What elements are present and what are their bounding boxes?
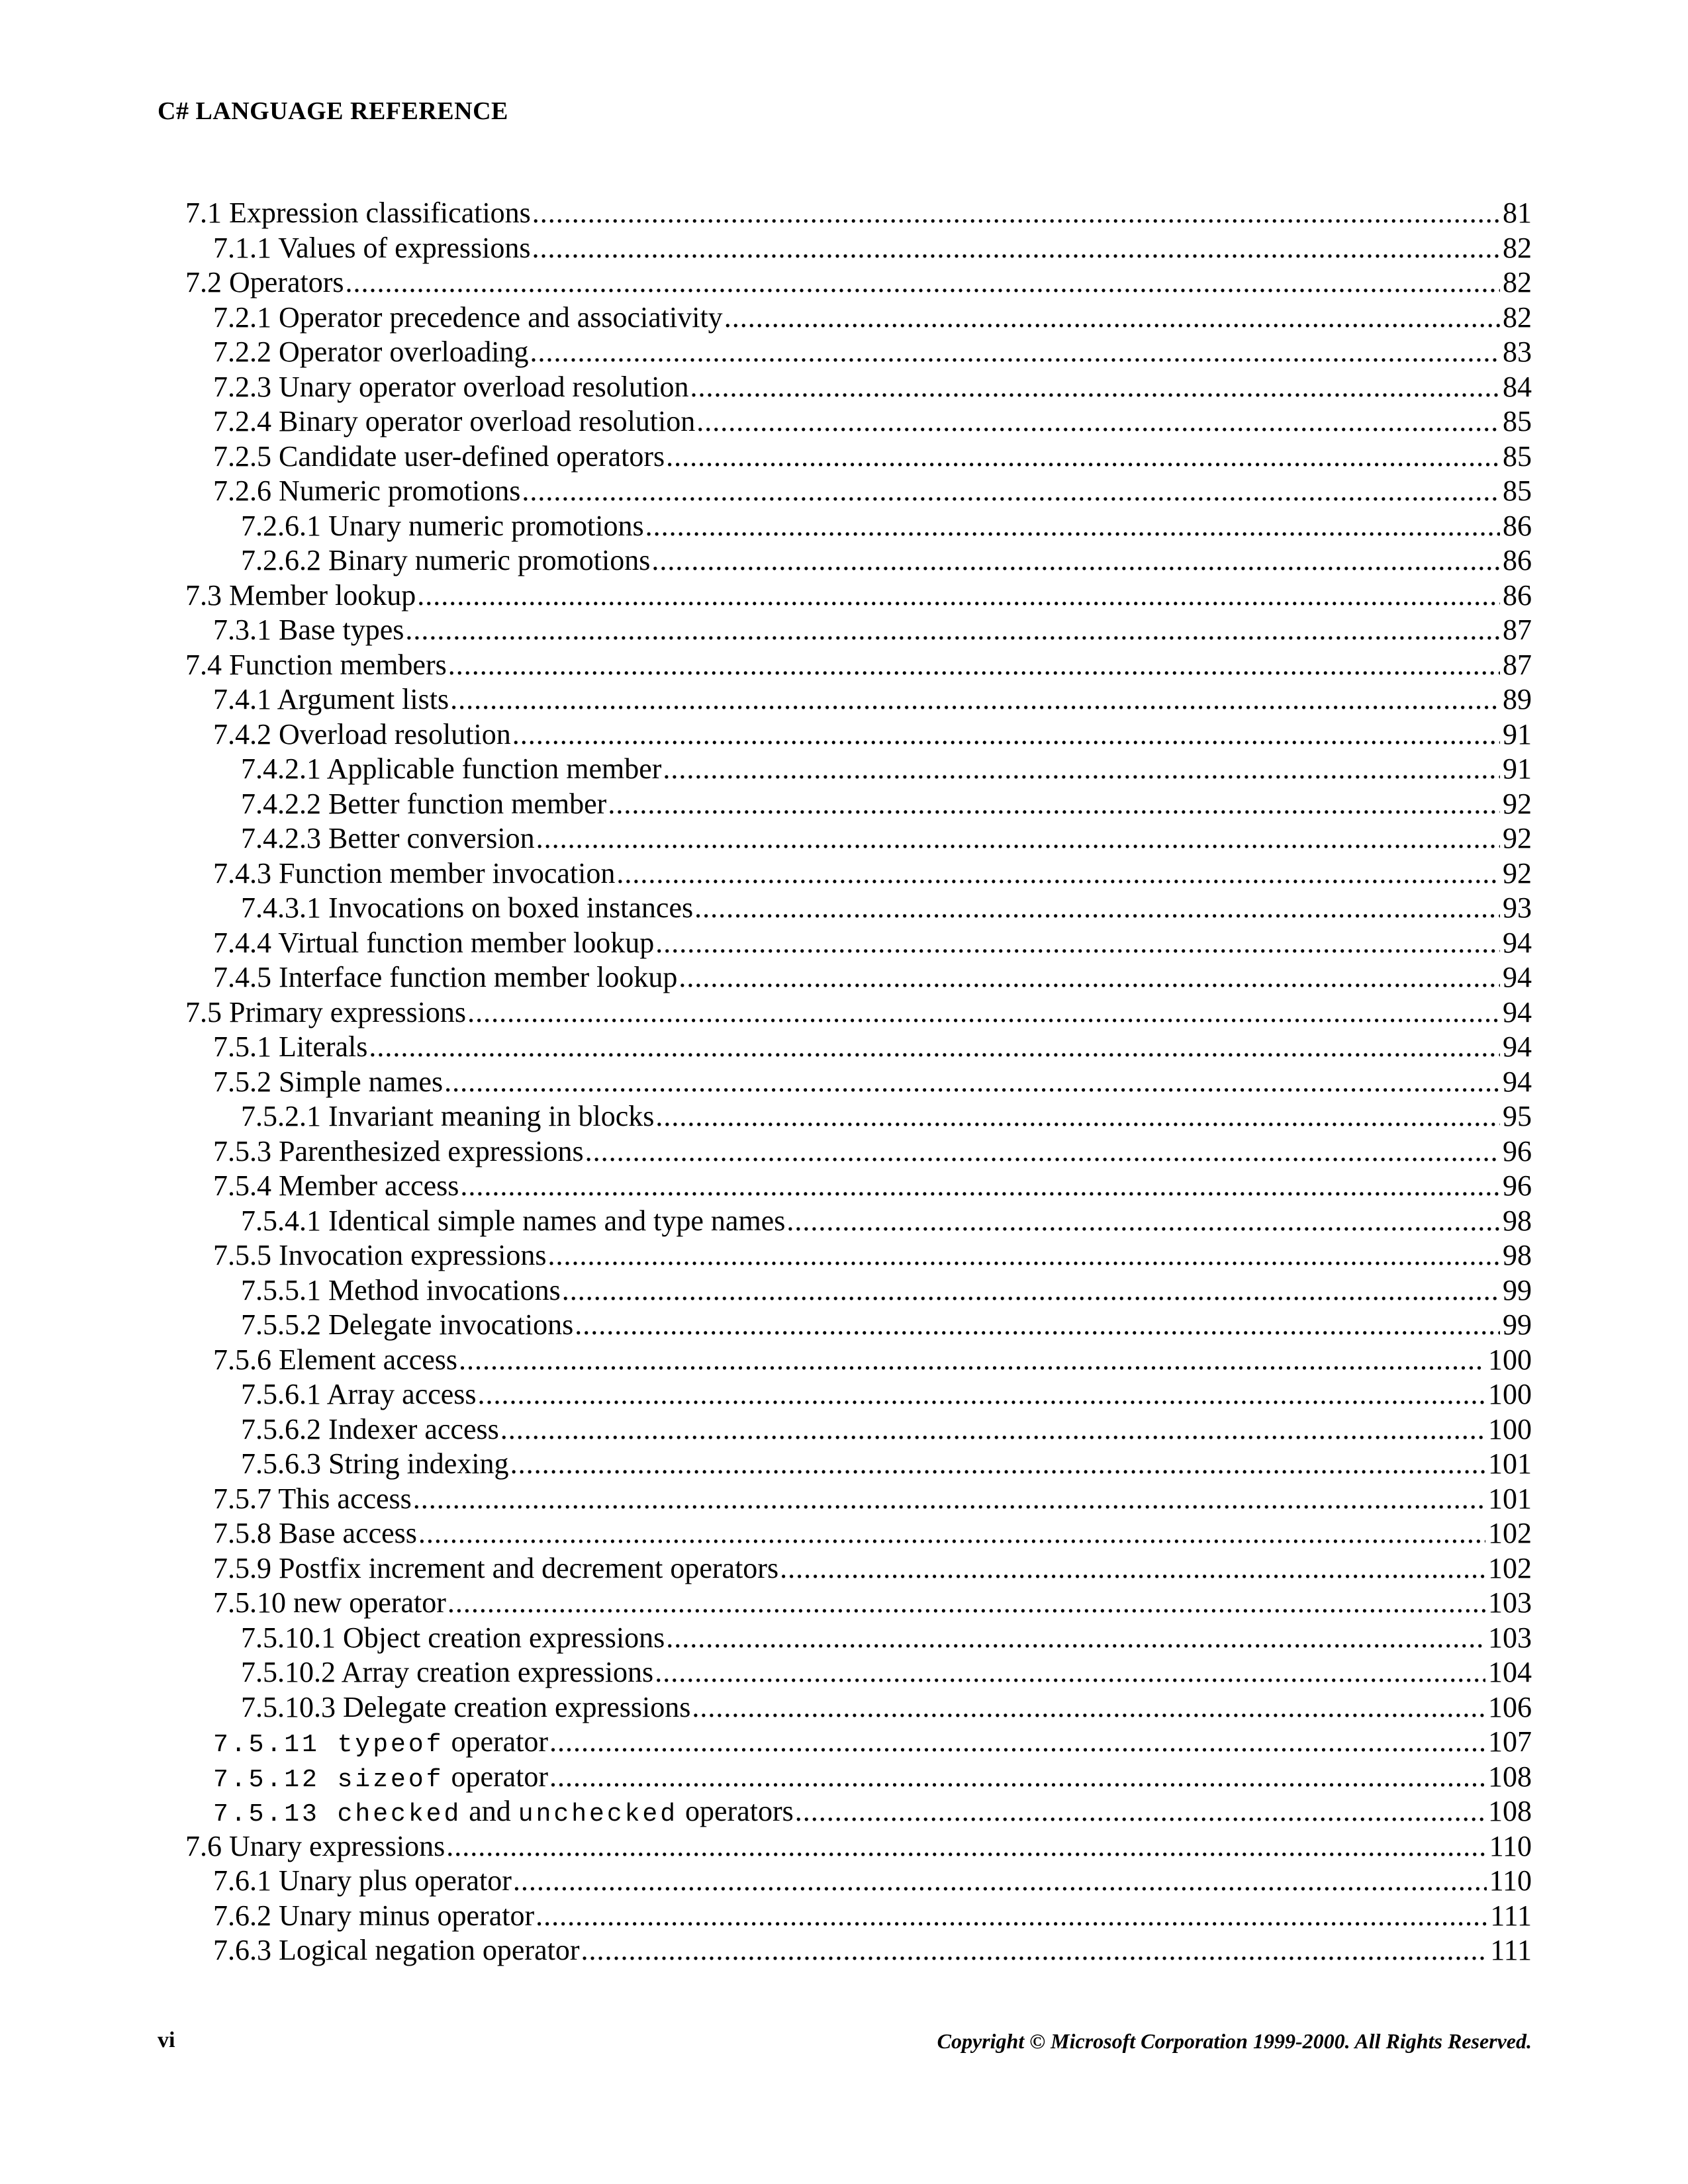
toc-entry[interactable] (185, 1864, 1532, 1899)
toc-entry[interactable] (185, 231, 1532, 266)
dot-leader (447, 1586, 1485, 1621)
toc-entry[interactable] (185, 1065, 1532, 1100)
dot-leader (795, 1794, 1485, 1829)
toc-entry-page: 85 (1503, 475, 1532, 507)
page-number: vi (158, 2028, 175, 2052)
toc-entry-page: 103 (1488, 1586, 1532, 1619)
toc-entry-text: operator (444, 1760, 549, 1793)
toc-entry[interactable] (185, 439, 1532, 475)
toc-entry[interactable] (185, 1516, 1532, 1551)
toc-entry-page: 100 (1488, 1343, 1532, 1376)
dot-leader (694, 891, 1500, 926)
toc-entry-page: 86 (1503, 544, 1532, 576)
toc-entry-title: 7.3.1 Base types (213, 614, 404, 646)
dot-leader (696, 404, 1500, 439)
toc-entry-page: 82 (1503, 231, 1532, 264)
toc-entry-page: 102 (1488, 1551, 1532, 1584)
dot-leader (581, 1933, 1487, 1968)
toc-entry-page: 83 (1503, 336, 1532, 368)
toc-entry[interactable] (185, 1099, 1532, 1134)
toc-entry[interactable] (185, 1482, 1532, 1517)
toc-entry-page: 82 (1503, 300, 1532, 334)
toc-entry-page: 94 (1503, 926, 1532, 959)
toc-entry[interactable] (185, 543, 1532, 578)
toc-entry-page: 85 (1503, 439, 1532, 473)
toc-entry-page: 86 (1503, 509, 1532, 542)
dot-leader (459, 1343, 1485, 1378)
toc-entry-title: 7.5.1 Literals (213, 1030, 368, 1063)
toc-entry[interactable] (185, 1412, 1532, 1447)
table-of-contents (185, 196, 1532, 1968)
toc-entry-page: 110 (1489, 1864, 1532, 1897)
toc-entry-page: 93 (1503, 891, 1532, 924)
toc-entry-page: 108 (1488, 1795, 1532, 1827)
toc-entry-title: 7.5.10.1 Object creation expressions (241, 1621, 665, 1654)
dot-leader (547, 1238, 1500, 1273)
toc-entry-page: 106 (1488, 1690, 1532, 1723)
dot-leader (413, 1482, 1485, 1517)
dot-leader (536, 821, 1500, 856)
toc-entry-page: 89 (1503, 683, 1532, 715)
toc-entry-title: 7.2.6.1 Unary numeric promotions (241, 509, 644, 542)
toc-entry-title: 7.5.9 Postfix increment and decrement operators (213, 1551, 779, 1584)
toc-entry[interactable] (185, 995, 1532, 1030)
toc-entry-title: 7.4.3.1 Invocations on boxed instances (241, 891, 694, 924)
toc-entry-title: 7.2.6.2 Binary numeric promotions (241, 544, 651, 576)
toc-entry[interactable] (185, 1169, 1532, 1204)
toc-entry[interactable] (185, 474, 1532, 509)
dot-leader (692, 1690, 1485, 1725)
dot-leader (448, 648, 1500, 683)
toc-entry-title: 7.2.2 Operator overloading (213, 336, 529, 368)
toc-entry[interactable] (185, 1586, 1532, 1621)
toc-entry-page: 87 (1503, 614, 1532, 646)
toc-entry[interactable] (185, 613, 1532, 648)
dot-leader (616, 856, 1500, 891)
toc-entry[interactable] (185, 1343, 1532, 1378)
toc-entry[interactable] (185, 1377, 1532, 1412)
dot-leader (536, 1899, 1487, 1934)
toc-entry-page: 91 (1503, 752, 1532, 785)
dot-leader (444, 1065, 1500, 1100)
toc-entry[interactable] (185, 1621, 1532, 1656)
toc-entry-title: 7.2.4 Binary operator overload resolution (213, 405, 696, 437)
toc-entry-title: 7.4 Function members (185, 648, 447, 681)
toc-entry-title (213, 1725, 549, 1760)
toc-entry-title: 7.5.10.2 Array creation expressions (241, 1656, 654, 1688)
toc-entry[interactable] (185, 1551, 1532, 1586)
toc-entry[interactable] (185, 787, 1532, 822)
toc-entry-title: 7.3 Member lookup (185, 578, 416, 612)
toc-entry-title: 7.1.1 Values of expressions (213, 231, 531, 264)
toc-entry[interactable] (185, 1134, 1532, 1169)
toc-entry[interactable] (185, 1655, 1532, 1690)
dot-leader (666, 1621, 1485, 1656)
toc-entry-page: 98 (1503, 1204, 1532, 1237)
toc-entry[interactable] (185, 1030, 1532, 1065)
dot-leader (651, 543, 1500, 578)
dot-leader (417, 578, 1500, 614)
toc-entry[interactable] (185, 1725, 1532, 1760)
dot-leader (467, 995, 1500, 1030)
dot-leader (666, 439, 1500, 475)
toc-entry[interactable] (185, 196, 1532, 231)
dot-leader (549, 1725, 1485, 1760)
toc-entry-title: 7.5.10.3 Delegate creation expressions (241, 1690, 691, 1723)
toc-entry[interactable] (185, 682, 1532, 717)
toc-entry[interactable] (185, 1447, 1532, 1482)
dot-leader (608, 787, 1500, 822)
toc-entry-page: 86 (1503, 578, 1532, 612)
toc-entry-title: 7.5.4 Member access (213, 1169, 459, 1202)
toc-entry-title: 7.5 Primary expressions (185, 995, 467, 1028)
toc-entry-code: 7.5.13 checked (213, 1800, 462, 1829)
toc-entry-code: 7.5.11 typeof (213, 1731, 444, 1759)
toc-entry-text: and (461, 1795, 518, 1827)
toc-entry[interactable] (185, 648, 1532, 683)
dot-leader (655, 1655, 1485, 1690)
toc-entry-page: 103 (1488, 1621, 1532, 1654)
toc-entry-title: 7.2.5 Candidate user-defined operators (213, 439, 665, 473)
toc-entry-title: 7.6.3 Logical negation operator (213, 1934, 580, 1966)
toc-entry-page: 98 (1503, 1239, 1532, 1271)
toc-entry-text: operators (678, 1795, 794, 1827)
toc-entry-title: 7.5.4.1 Identical simple names and type names (241, 1204, 786, 1237)
toc-entry-title: 7.4.4 Virtual function member lookup (213, 926, 655, 959)
toc-entry[interactable] (185, 1794, 1532, 1829)
toc-entry-page: 85 (1503, 405, 1532, 437)
toc-entry-page: 91 (1503, 717, 1532, 751)
toc-entry-page: 99 (1503, 1273, 1532, 1306)
dot-leader (532, 196, 1500, 231)
toc-entry-title: 7.4.2 Overload resolution (213, 717, 511, 751)
toc-entry-title: 7.1 Expression classifications (185, 197, 531, 229)
dot-leader (780, 1551, 1485, 1586)
toc-entry-title: 7.4.1 Argument lists (213, 683, 449, 715)
dot-leader (655, 1099, 1500, 1134)
toc-entry-code: 7.5.12 sizeof (213, 1765, 444, 1794)
toc-entry-page: 100 (1488, 1412, 1532, 1445)
toc-entry[interactable] (185, 265, 1532, 300)
dot-leader (645, 509, 1500, 544)
toc-entry[interactable] (185, 335, 1532, 370)
dot-leader (575, 1308, 1500, 1343)
toc-entry-page: 111 (1490, 1899, 1532, 1932)
dot-leader (512, 717, 1500, 752)
toc-entry-title: 7.5.5 Invocation expressions (213, 1239, 547, 1271)
toc-entry[interactable] (185, 370, 1532, 405)
toc-entry[interactable] (185, 1273, 1532, 1308)
toc-entry-page: 110 (1489, 1829, 1532, 1862)
toc-entry-title: 7.4.2.1 Applicable function member (241, 752, 662, 785)
toc-entry-title: 7.4.2.3 Better conversion (241, 822, 535, 854)
toc-entry-code: unchecked (518, 1800, 679, 1829)
dot-leader (500, 1412, 1485, 1447)
toc-entry-title (213, 1760, 549, 1795)
toc-entry-page: 96 (1503, 1169, 1532, 1202)
toc-entry[interactable] (185, 856, 1532, 891)
dot-leader (405, 613, 1500, 648)
toc-entry[interactable] (185, 891, 1532, 926)
toc-entry-page: 99 (1503, 1308, 1532, 1341)
toc-entry[interactable] (185, 1690, 1532, 1725)
toc-entry-page: 81 (1503, 197, 1532, 229)
toc-entry-title: 7.5.6.1 Array access (241, 1378, 477, 1410)
toc-entry-title: 7.5.6.2 Indexer access (241, 1412, 499, 1445)
toc-entry-page: 111 (1490, 1934, 1532, 1966)
dot-leader (460, 1169, 1500, 1204)
toc-entry[interactable] (185, 404, 1532, 439)
dot-leader (663, 752, 1500, 787)
toc-entry-page: 102 (1488, 1517, 1532, 1549)
toc-entry-page: 96 (1503, 1134, 1532, 1167)
toc-entry[interactable] (185, 578, 1532, 614)
toc-entry[interactable] (185, 1899, 1532, 1934)
toc-entry[interactable] (185, 821, 1532, 856)
toc-entry-page: 107 (1488, 1725, 1532, 1758)
dot-leader (530, 335, 1500, 370)
dot-leader (346, 265, 1501, 300)
copyright-notice: Copyright © Microsoft Corporation 1999-2000. All Rights Reserved. (937, 2029, 1532, 2053)
toc-entry-title: 7.6.1 Unary plus operator (213, 1864, 512, 1897)
toc-entry[interactable] (185, 1933, 1532, 1968)
dot-leader (522, 474, 1500, 509)
toc-entry-page: 101 (1488, 1447, 1532, 1480)
toc-entry-title: 7.4.3 Function member invocation (213, 856, 616, 889)
dot-leader (450, 682, 1500, 717)
toc-entry-page: 100 (1488, 1378, 1532, 1410)
toc-entry-text: operator (444, 1725, 549, 1758)
toc-entry-title: 7.5.2.1 Invariant meaning in blocks (241, 1100, 655, 1132)
toc-entry-title: 7.2.3 Unary operator overload resolution (213, 370, 689, 403)
toc-entry-page: 87 (1503, 648, 1532, 681)
toc-entry-page: 92 (1503, 822, 1532, 854)
dot-leader (478, 1377, 1485, 1412)
dot-leader (532, 231, 1500, 266)
toc-entry-page: 92 (1503, 787, 1532, 820)
toc-entry-title: 7.5.5.1 Method invocations (241, 1273, 561, 1306)
toc-entry[interactable] (185, 509, 1532, 544)
running-head: C# LANGUAGE REFERENCE (158, 97, 508, 125)
dot-leader (679, 960, 1500, 995)
dot-leader (369, 1030, 1500, 1065)
toc-entry[interactable] (185, 960, 1532, 995)
toc-entry-title: 7.5.6 Element access (213, 1343, 457, 1376)
dot-leader (510, 1447, 1485, 1482)
dot-leader (549, 1760, 1485, 1795)
dot-leader (585, 1134, 1500, 1169)
toc-entry-page: 94 (1503, 1065, 1532, 1098)
toc-entry-page: 108 (1488, 1760, 1532, 1793)
toc-entry-title: 7.4.5 Interface function member lookup (213, 961, 678, 993)
toc-entry-title: 7.5.10 new operator (213, 1586, 446, 1619)
dot-leader (513, 1864, 1487, 1899)
toc-entry-title: 7.5.2 Simple names (213, 1065, 444, 1098)
dot-leader (724, 300, 1500, 336)
toc-entry[interactable] (185, 1238, 1532, 1273)
toc-entry[interactable] (185, 752, 1532, 787)
toc-entry-title: 7.2.1 Operator precedence and associativity (213, 300, 723, 334)
toc-entry-page: 101 (1488, 1482, 1532, 1515)
toc-entry-title: 7.5.6.3 String indexing (241, 1447, 509, 1480)
toc-entry-page: 94 (1503, 961, 1532, 993)
dot-leader (446, 1829, 1486, 1864)
toc-entry[interactable] (185, 926, 1532, 961)
toc-entry[interactable] (185, 1308, 1532, 1343)
dot-leader (655, 926, 1500, 961)
toc-entry-title: 7.5.5.2 Delegate invocations (241, 1308, 574, 1341)
toc-entry[interactable] (185, 1829, 1532, 1864)
toc-entry-page: 82 (1503, 266, 1532, 298)
toc-entry-title: 7.5.8 Base access (213, 1517, 417, 1549)
toc-entry-page: 95 (1503, 1100, 1532, 1132)
toc-entry-page: 84 (1503, 370, 1532, 403)
toc-entry[interactable] (185, 1204, 1532, 1239)
toc-entry-title: 7.5.3 Parenthesized expressions (213, 1134, 584, 1167)
dot-leader (786, 1204, 1500, 1239)
dot-leader (690, 370, 1500, 405)
toc-entry[interactable] (185, 717, 1532, 752)
toc-entry-title: 7.2.6 Numeric promotions (213, 475, 521, 507)
toc-entry-page: 94 (1503, 995, 1532, 1028)
toc-entry-title (213, 1794, 795, 1829)
toc-entry-title: 7.6.2 Unary minus operator (213, 1899, 535, 1932)
toc-entry-title: 7.6 Unary expressions (185, 1829, 445, 1862)
toc-entry[interactable] (185, 1760, 1532, 1795)
toc-entry-page: 94 (1503, 1030, 1532, 1063)
toc-entry-title: 7.5.7 This access (213, 1482, 412, 1515)
dot-leader (418, 1516, 1485, 1551)
toc-entry-title: 7.4.2.2 Better function member (241, 787, 607, 820)
toc-entry-page: 104 (1488, 1656, 1532, 1688)
dot-leader (562, 1273, 1500, 1308)
toc-entry-title: 7.2 Operators (185, 266, 344, 298)
toc-entry[interactable] (185, 300, 1532, 336)
toc-entry-page: 92 (1503, 856, 1532, 889)
